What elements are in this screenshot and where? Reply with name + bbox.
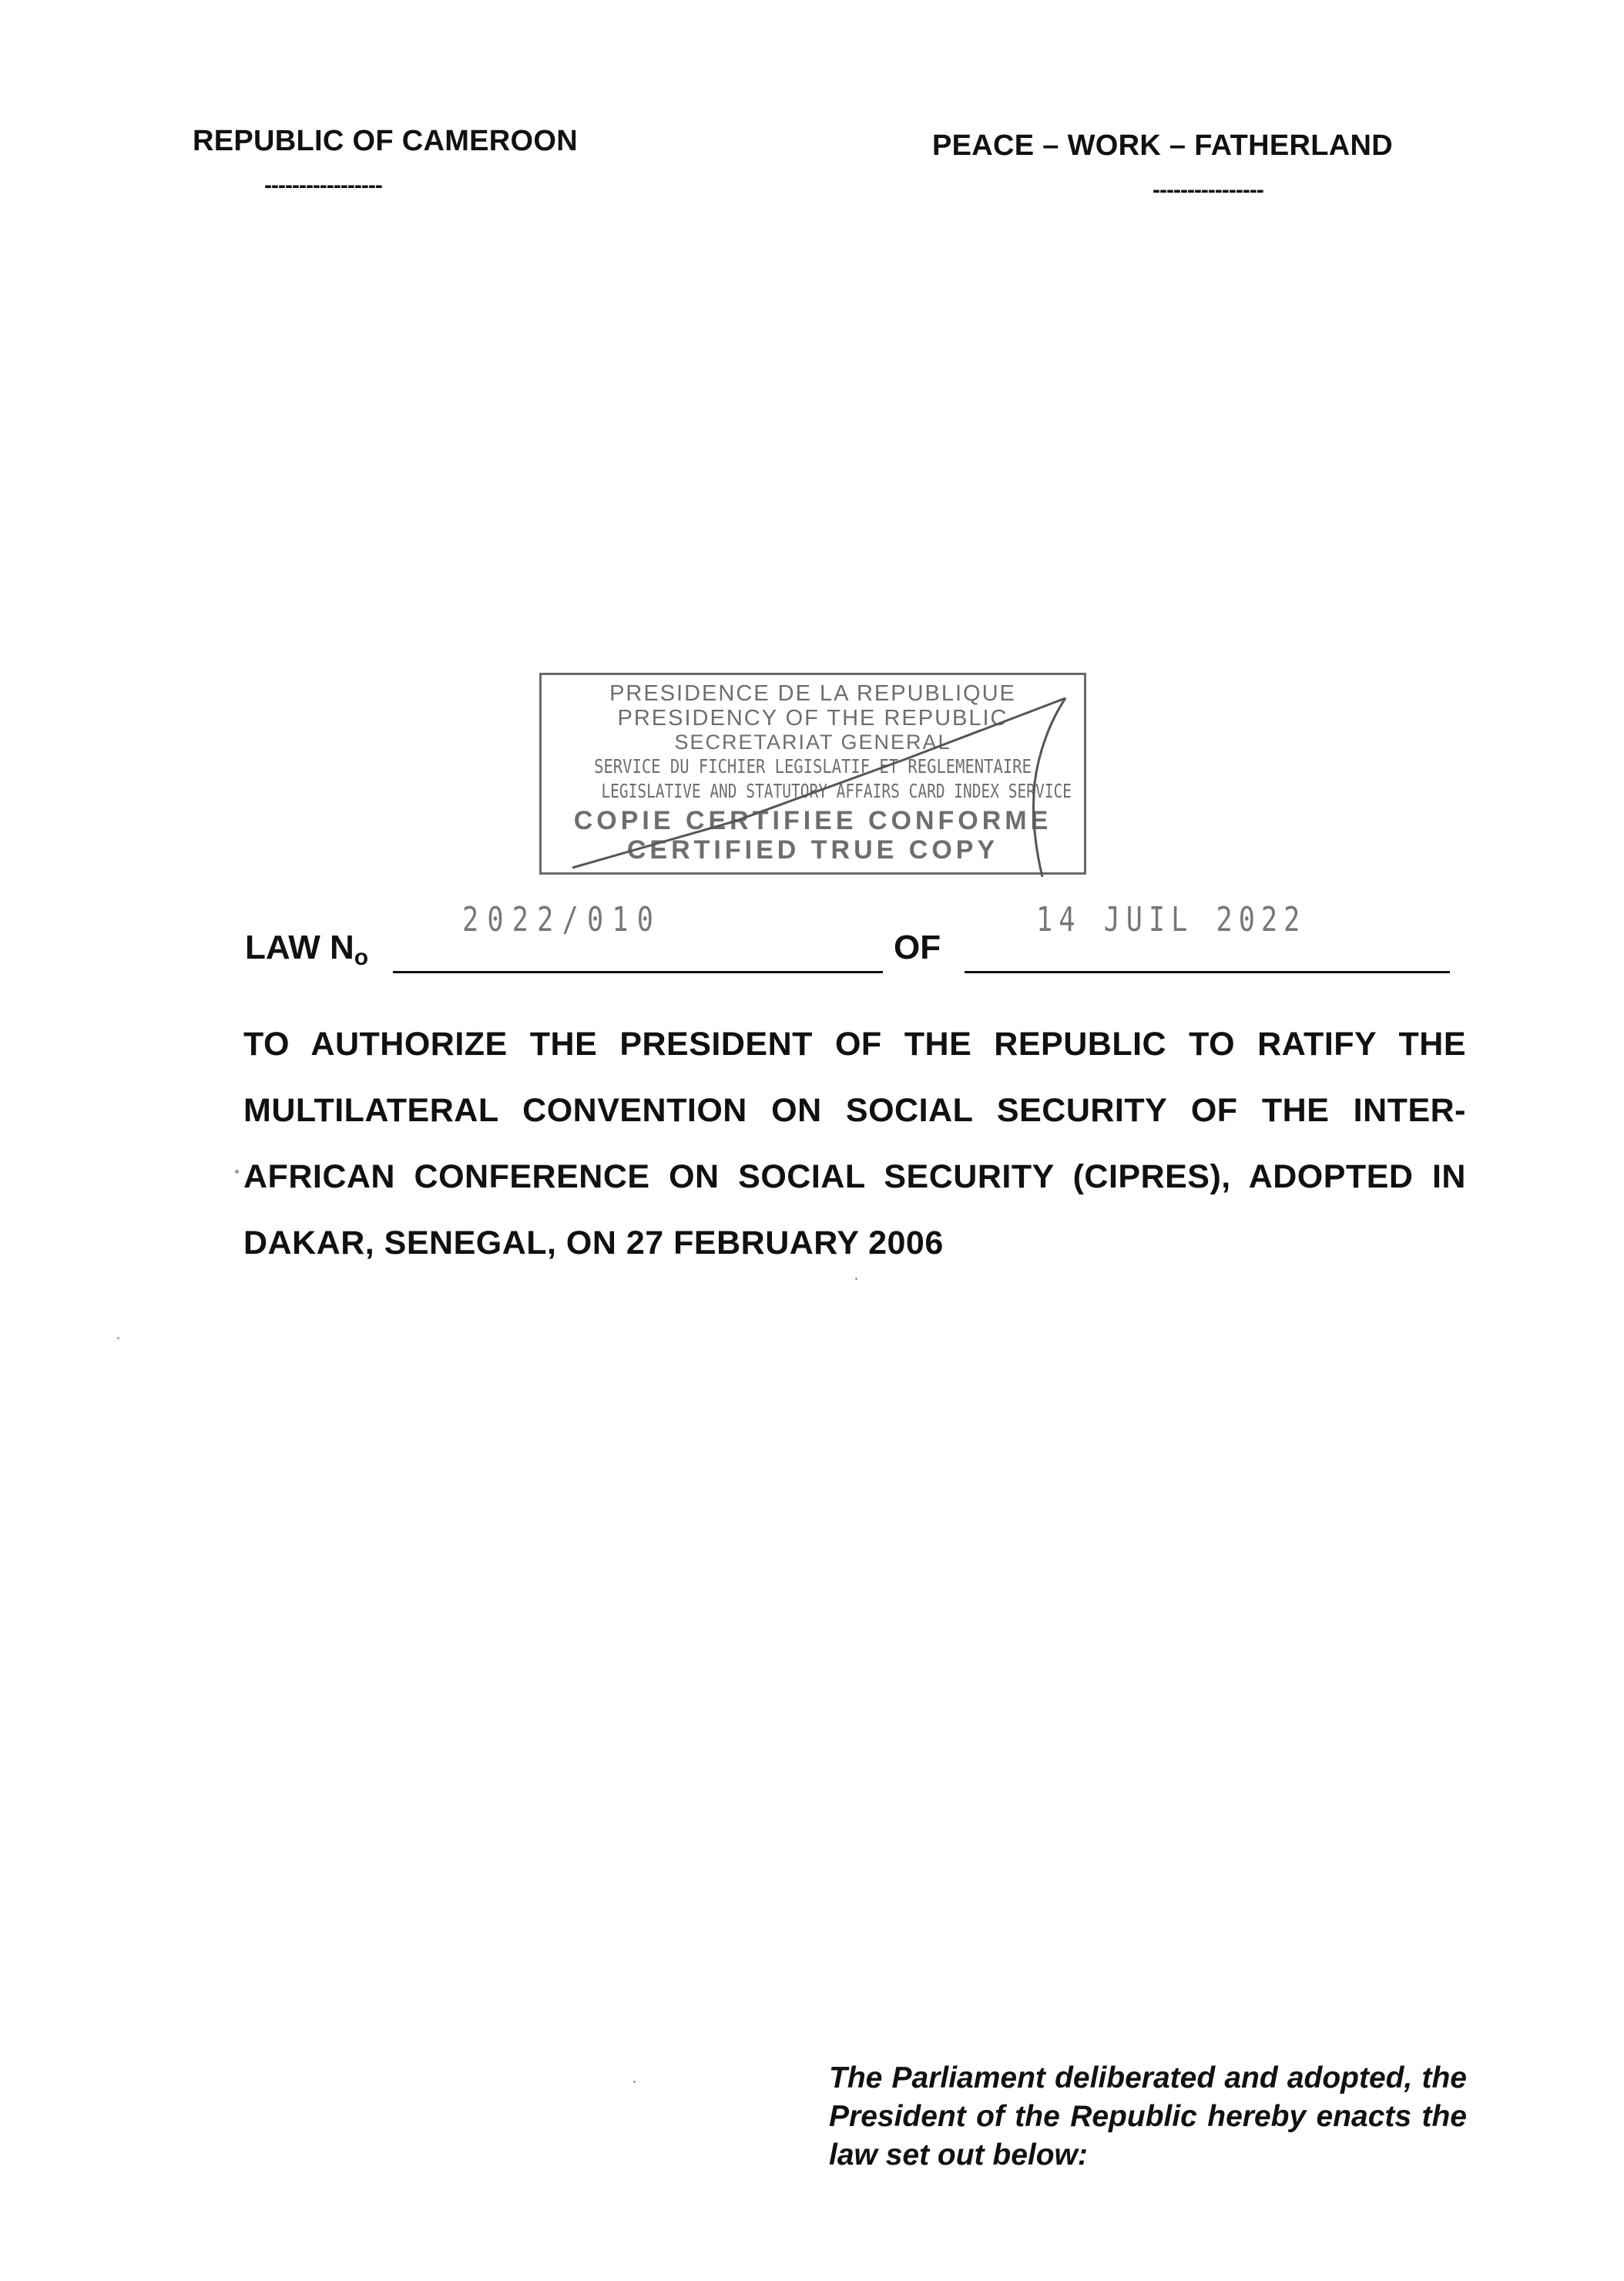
header-right-motto: PEACE – WORK – FATHERLAND [932, 129, 1393, 162]
scan-speck [855, 1278, 857, 1280]
scan-speck [633, 2081, 636, 2083]
enactment-formula: The Parliament deliberated and adopted, the President of the Republic hereby enacts the law set out below: [829, 2061, 1467, 2172]
law-number-label [245, 929, 368, 971]
law-date-label: OF [894, 929, 941, 966]
law-date-value: 14 JUIL 2022 [1036, 900, 1307, 939]
stamp-line-3: SECRETARIAT GENERAL [674, 731, 951, 754]
scan-speck [117, 1337, 119, 1339]
stamp-line-4: SERVICE DU FICHIER LEGISLATIF ET REGLEMENTAIRE [594, 755, 1032, 778]
law-number-value: 2022/010 [462, 900, 663, 939]
law-number-label-text: LAW N [245, 929, 354, 966]
header-right-rule: ---------------- [1153, 177, 1263, 203]
certification-stamp [539, 673, 1086, 875]
header-left-text: REPUBLIC OF CAMEROON [193, 125, 578, 157]
header-left-rule: ----------------- [264, 173, 382, 198]
stamp-line-6: COPIE CERTIFIEE CONFORME [573, 806, 1052, 835]
stamp-line-7: CERTIFIED TRUE COPY [626, 835, 999, 865]
stamp-line-2: PRESIDENCY OF THE REPUBLIC [617, 706, 1008, 731]
law-number-superscript: o [354, 945, 369, 970]
scan-speck [235, 1170, 239, 1174]
stamp-line-1: PRESIDENCE DE LA REPUBLIQUE [609, 681, 1016, 706]
stamp-line-5: LEGISLATIVE AND STATUTORY AFFAIRS CARD INDEX SERVICE [601, 780, 1072, 802]
law-title: TO AUTHORIZE THE PRESIDENT OF THE REPUBLIC TO RATIFY THE MULTILATERAL CONVENTION ON SOCIAL SECURITY OF THE INTER-AFRICAN CONFERENCE ON SOCIAL SECURITY (CIPRES), ADOPTED IN DAKAR, SENEGAL, ON 27 FEBRUARY 2006 [243, 1026, 1466, 1261]
